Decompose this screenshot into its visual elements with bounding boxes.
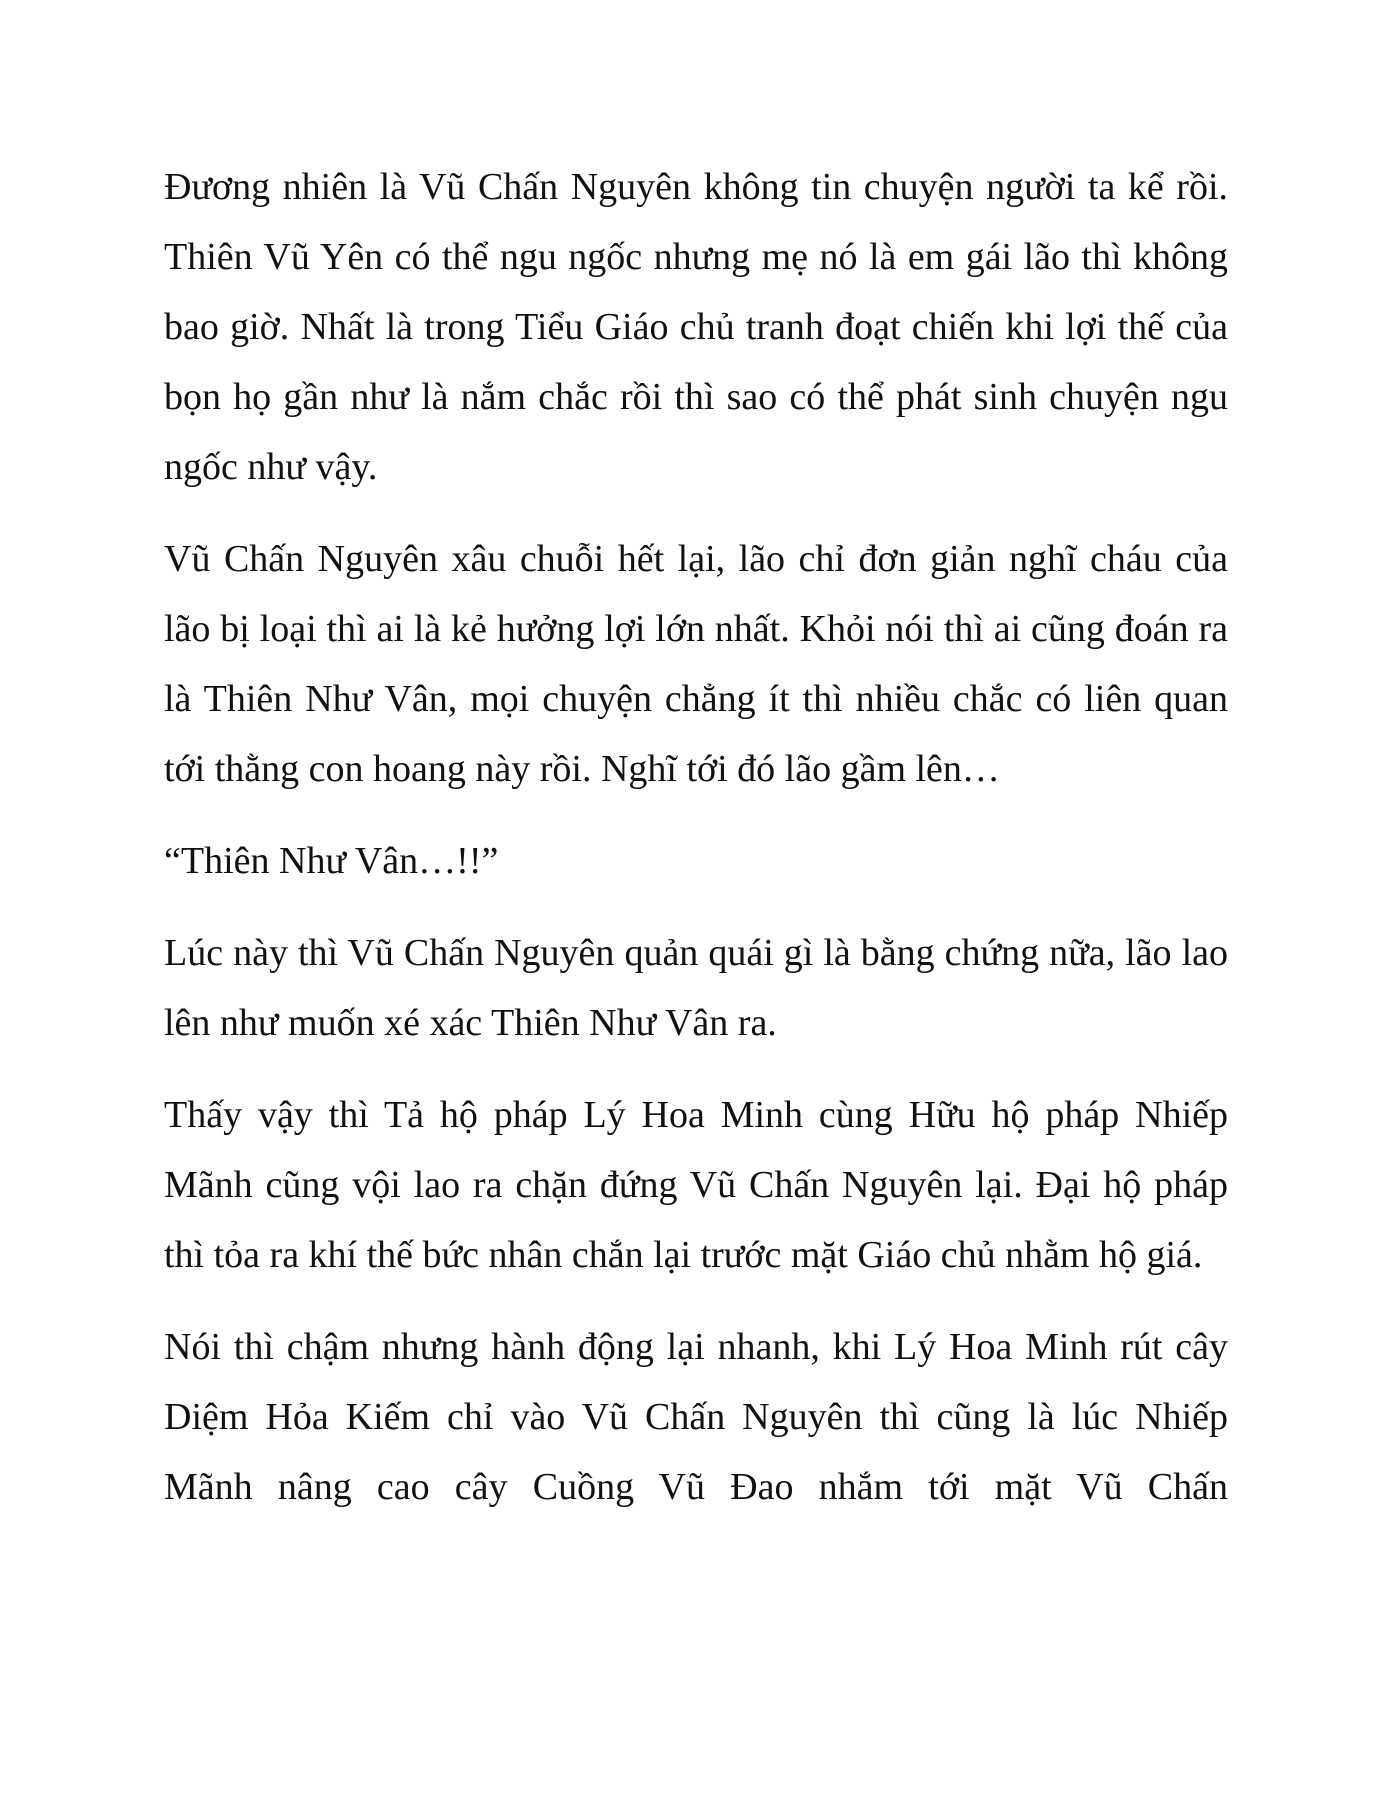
- paragraph-6: Nói thì chậm nhưng hành động lại nhanh, khi Lý Hoa Minh rút cây Diệm Hỏa Kiếm chỉ vào Vũ Chấn Nguyên thì cũng là lúc Nhiếp Mãnh nâng cao cây Cuồng Vũ Đao nhắm tới mặt Vũ Chấn: [164, 1326, 1228, 1508]
- paragraph-5: Thấy vậy thì Tả hộ pháp Lý Hoa Minh cùng Hữu hộ pháp Nhiếp Mãnh cũng vội lao ra chặn đứng Vũ Chấn Nguyên lại. Đại hộ pháp thì tỏa ra khí thế bức nhân chắn lại trước mặt Giáo chủ nhằm hộ giá.: [164, 1094, 1228, 1276]
- paragraph-4: Lúc này thì Vũ Chấn Nguyên quản quái gì là bằng chứng nữa, lão lao lên như muốn xé xác Thiên Như Vân ra.: [164, 932, 1228, 1044]
- paragraph-3-dialogue: “Thiên Như Vân…!!”: [164, 840, 499, 882]
- document-page: [164, 152, 1228, 1544]
- paragraph-1: Đương nhiên là Vũ Chấn Nguyên không tin chuyện người ta kể rồi. Thiên Vũ Yên có thể ngu ngốc nhưng mẹ nó là em gái lão thì không bao giờ. Nhất là trong Tiểu Giáo chủ tranh đoạt chiến khi lợi thế của bọn họ gần như là nắm chắc rồi thì sao có thể phát sinh chuyện ngu ngốc như vậy.: [164, 166, 1228, 488]
- paragraph-2: Vũ Chấn Nguyên xâu chuỗi hết lại, lão chỉ đơn giản nghĩ cháu của lão bị loại thì ai là kẻ hưởng lợi lớn nhất. Khỏi nói thì ai cũng đoán ra là Thiên Như Vân, mọi chuyện chẳng ít thì nhiều chắc có liên quan tới thằng con hoang này rồi. Nghĩ tới đó lão gầm lên…: [164, 538, 1228, 790]
